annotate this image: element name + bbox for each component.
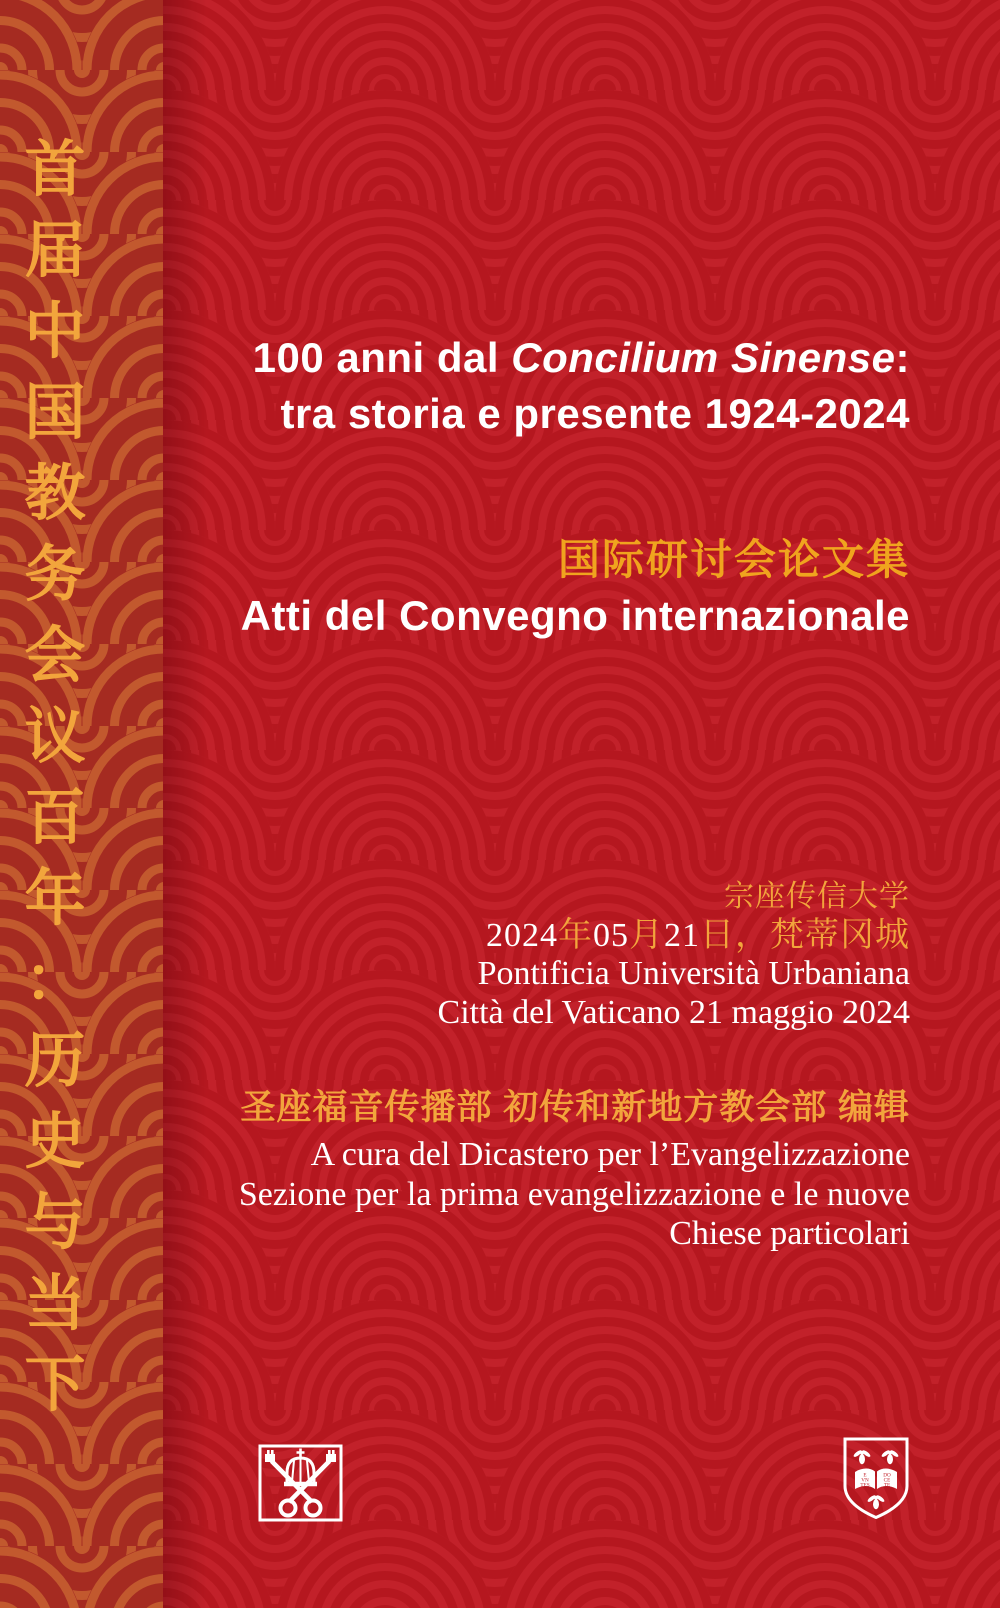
venue-date-segment: 年 [558,916,593,954]
spine-character: 届 [24,216,86,284]
dicastery-crossed-keys-emblem-icon [258,1444,343,1522]
venue-date-chinese [200,916,910,955]
spine-character: 首 [24,135,86,203]
subtitle-block [200,536,910,639]
subtitle-chinese: 国际研讨会论文集 [557,536,910,583]
motto-right-line-3: TE [883,1482,891,1489]
title-line-2: tra storia e presente 1924-2024 [280,390,910,437]
venue-date-segment: 2024 [486,917,558,954]
editors-italian-line-3: Chiese particolari [669,1215,910,1252]
editors-italian-line-1: A cura del Dicastero per l’Evangelizzazione [310,1136,910,1173]
motto-left-line-3: TES [860,1482,870,1489]
motto-right-line-2: CE [883,1477,891,1484]
spine-character: 中 [24,297,86,365]
editors-italian-line-2: Sezione per la prima evangelizzazione e le nuove [238,1175,910,1213]
spine-character: 务 [24,540,86,608]
motto-left-line-1: E [863,1472,867,1479]
spine-character: 年 [24,864,86,932]
motto-right-line-1: DO [883,1472,891,1479]
spine-character: 当 [24,1269,86,1337]
spine-character: 历 [24,1026,86,1094]
spine-character: 下 [24,1350,86,1418]
spine-character: 会 [24,621,86,689]
venue-block [200,878,910,1032]
venue-university-chinese: 宗座传信大学 [724,880,910,913]
title-line-1: 100 anni dal Concilium Sinense: [252,334,910,381]
spine-character: 教 [24,459,86,527]
spine-character: 史 [24,1107,86,1175]
venue-date-segment: 日，梵蒂冈城 [700,916,910,954]
venue-date-segment: 21 [664,917,700,954]
spine-vertical-title [24,135,86,1418]
venue-date-segment: 月 [629,916,664,954]
venue-date-segment: 05 [593,917,629,954]
spine-character: 百 [24,783,86,851]
title-italic-part: Concilium Sinense [511,334,896,381]
spine-character: 国 [24,378,86,446]
main-title [200,330,910,442]
spine-character: 与 [24,1188,86,1256]
editors-block [200,1086,910,1254]
motto-left-line-2: VN [861,1477,869,1484]
venue-university-italian: Pontificia Università Urbaniana [477,955,910,992]
urbaniana-shield-emblem-icon [842,1436,910,1521]
venue-place-date-italian: Città del Vaticano 21 maggio 2024 [437,993,910,1031]
editors-chinese: 圣座福音传播部 初传和新地方教会部 编辑 [240,1088,910,1127]
subtitle-italian: Atti del Convegno internazionale [240,592,910,639]
spine-character: ： [24,945,86,1013]
spine-character: 议 [24,702,86,770]
